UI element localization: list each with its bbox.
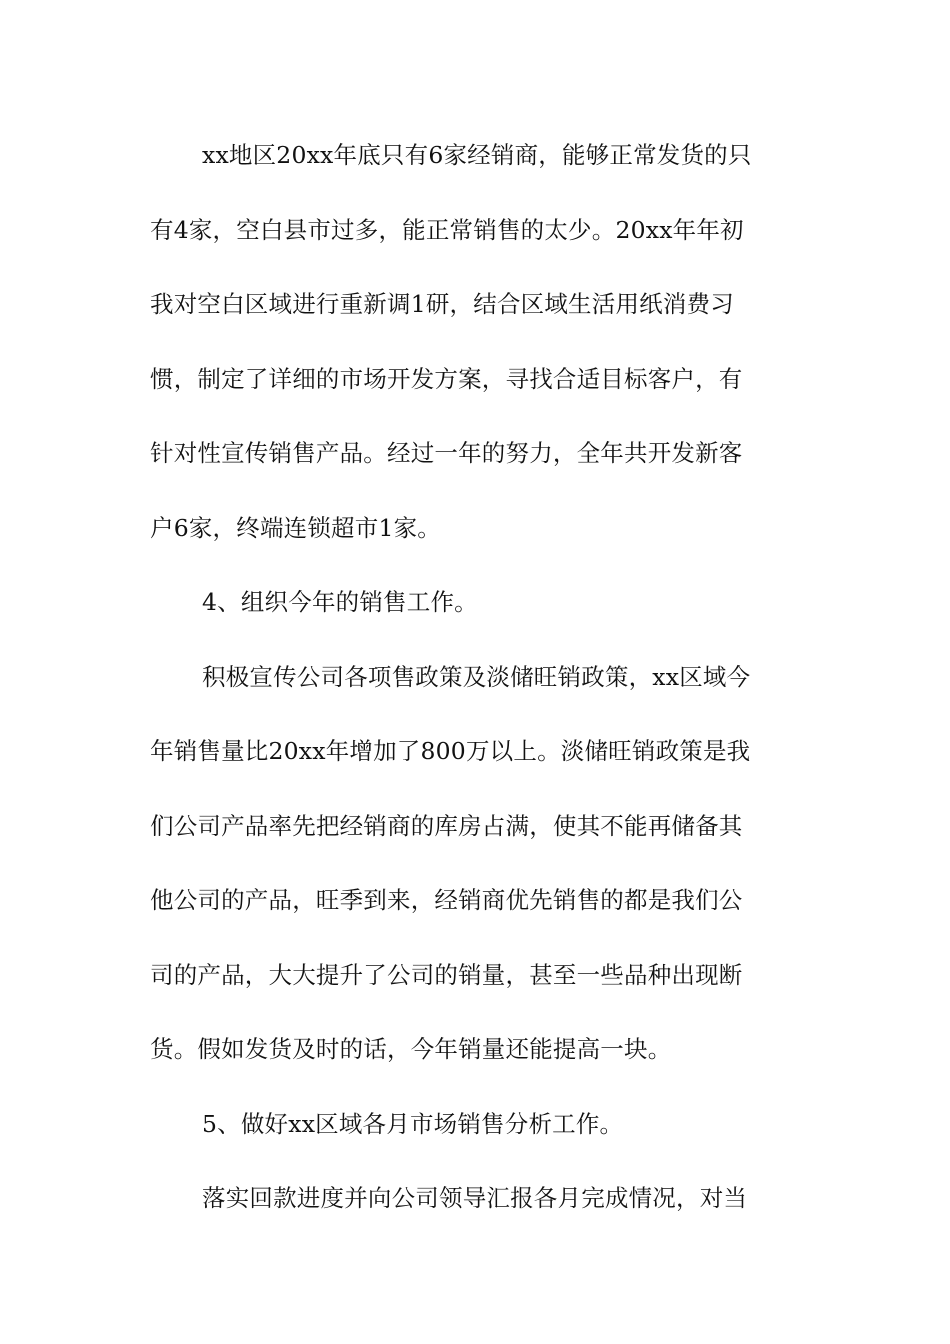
paragraph-1-line-4: 惯，制定了详细的市场开发方案，寻找合适目标客户，有 <box>150 364 743 393</box>
section-heading-4: 4、组织今年的销售工作。 <box>202 588 478 616</box>
paragraph-2-line-2: 年销售量比20xx年增加了800万以上。淡储旺销政策是我 <box>150 737 751 765</box>
paragraph-1-line-3: 我对空白区域进行重新调1研，结合区域生活用纸消费习 <box>150 290 734 318</box>
paragraph-3-line-1: 落实回款进度并向公司领导汇报各月完成情况，对当 <box>202 1184 748 1212</box>
paragraph-2-line-5: 司的产品，大大提升了公司的销量，甚至一些品种出现断 <box>150 960 743 989</box>
paragraph-1-line-6: 户6家，终端连锁超市1家。 <box>150 513 442 542</box>
paragraph-2-line-3: 们公司产品率先把经销商的库房占满，使其不能再储备其 <box>150 811 743 840</box>
paragraph-2-line-4: 他公司的产品，旺季到来，经销商优先销售的都是我们公 <box>150 886 743 914</box>
paragraph-2-line-6: 货。假如发货及时的话，今年销量还能提高一块。 <box>150 1035 672 1063</box>
paragraph-1-line-1: xx地区20xx年底只有6家经销商，能够正常发货的只 <box>202 141 752 169</box>
paragraph-1-line-5: 针对性宣传销售产品。经过一年的努力，全年共开发新客 <box>150 439 743 467</box>
section-heading-5: 5、做好xx区域各月市场销售分析工作。 <box>202 1109 624 1138</box>
document-body <box>150 118 810 1236</box>
paragraph-1-line-2: 有4家，空白县市过多，能正常销售的太少。20xx年年初 <box>150 215 744 244</box>
paragraph-2-line-1: 积极宣传公司各项售政策及淡储旺销政策，xx区域今 <box>202 662 751 691</box>
